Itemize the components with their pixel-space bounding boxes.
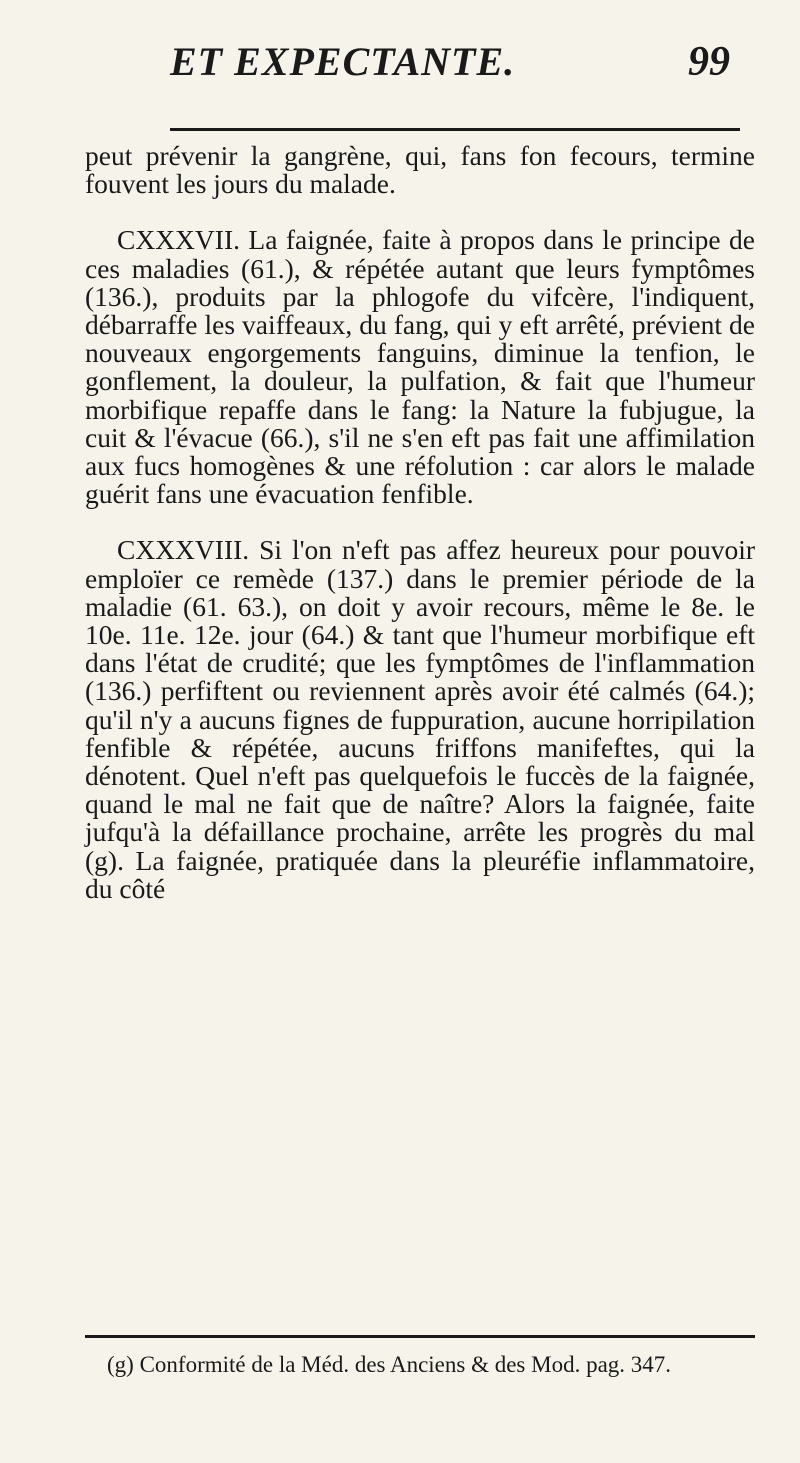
paragraph-cxxxvii: CXXXVII. La faignée, faite à propos dans le principe de ces maladies (61.), & répétée autant que leurs fymptômes (136.), produits par la phlogofe du vifcère, l'indiquent, débarraffe les vaiffeaux, du fang, qui y eft arrêté, prévient de nouveaux engorgements fanguins, diminue la tenfion, le gonflement, la douleur, la pulfation, & fait que l'humeur morbifique repaffe dans le fang: la Nature la fubjugue, la cuit & l'évacue (66.), s'il ne s'en eft pas fait une affimilation aux fucs homogènes & une réfolution : car alors le malade guérit fans une évacuation fenfible. xyxy=(85,224,755,510)
footnote: (g) Conformité de la Méd. des Anciens & des Mod. pag. 347. xyxy=(107,1352,672,1377)
footnote-rule xyxy=(85,1335,755,1338)
paragraph-continuation: peut prévenir la gangrène, qui, fans fon fecours, termine fouvent les jours du malade. xyxy=(85,140,755,200)
page-number: 99 xyxy=(688,39,730,85)
paragraph-cxxxviii: CXXXVIII. Si l'on n'eft pas affez heureux pour pouvoir emploïer ce remède (137.) dans le premier période de la maladie (61. 63.), on doit y avoir recours, même le 8e. le 10e. 11e. 12e. jour (64.) & tant que l'humeur morbifique eft dans l'état de crudité; que les fymptômes de l'inflammation (136.) perfiftent ou reviennent après avoir été calmés (64.); qu'il n'y a aucuns fignes de fuppuration, aucune horripilation fenfible & répétée, aucuns friffons manifeftes, qui la dénotent. Quel n'eft pas quelquefois le fuccès de la faignée, quand le mal ne fait que de naître? Alors la faignée, faite jufqu'à la défaillance prochaine, arrête les progrès du mal (g). La faignée, pratiquée dans la pleuréfie inflammatoire, du côté xyxy=(85,534,755,904)
running-title: ET EXPECTANTE. xyxy=(170,39,516,84)
main-text xyxy=(85,142,755,903)
header-rule xyxy=(170,128,740,131)
running-head xyxy=(130,38,740,94)
